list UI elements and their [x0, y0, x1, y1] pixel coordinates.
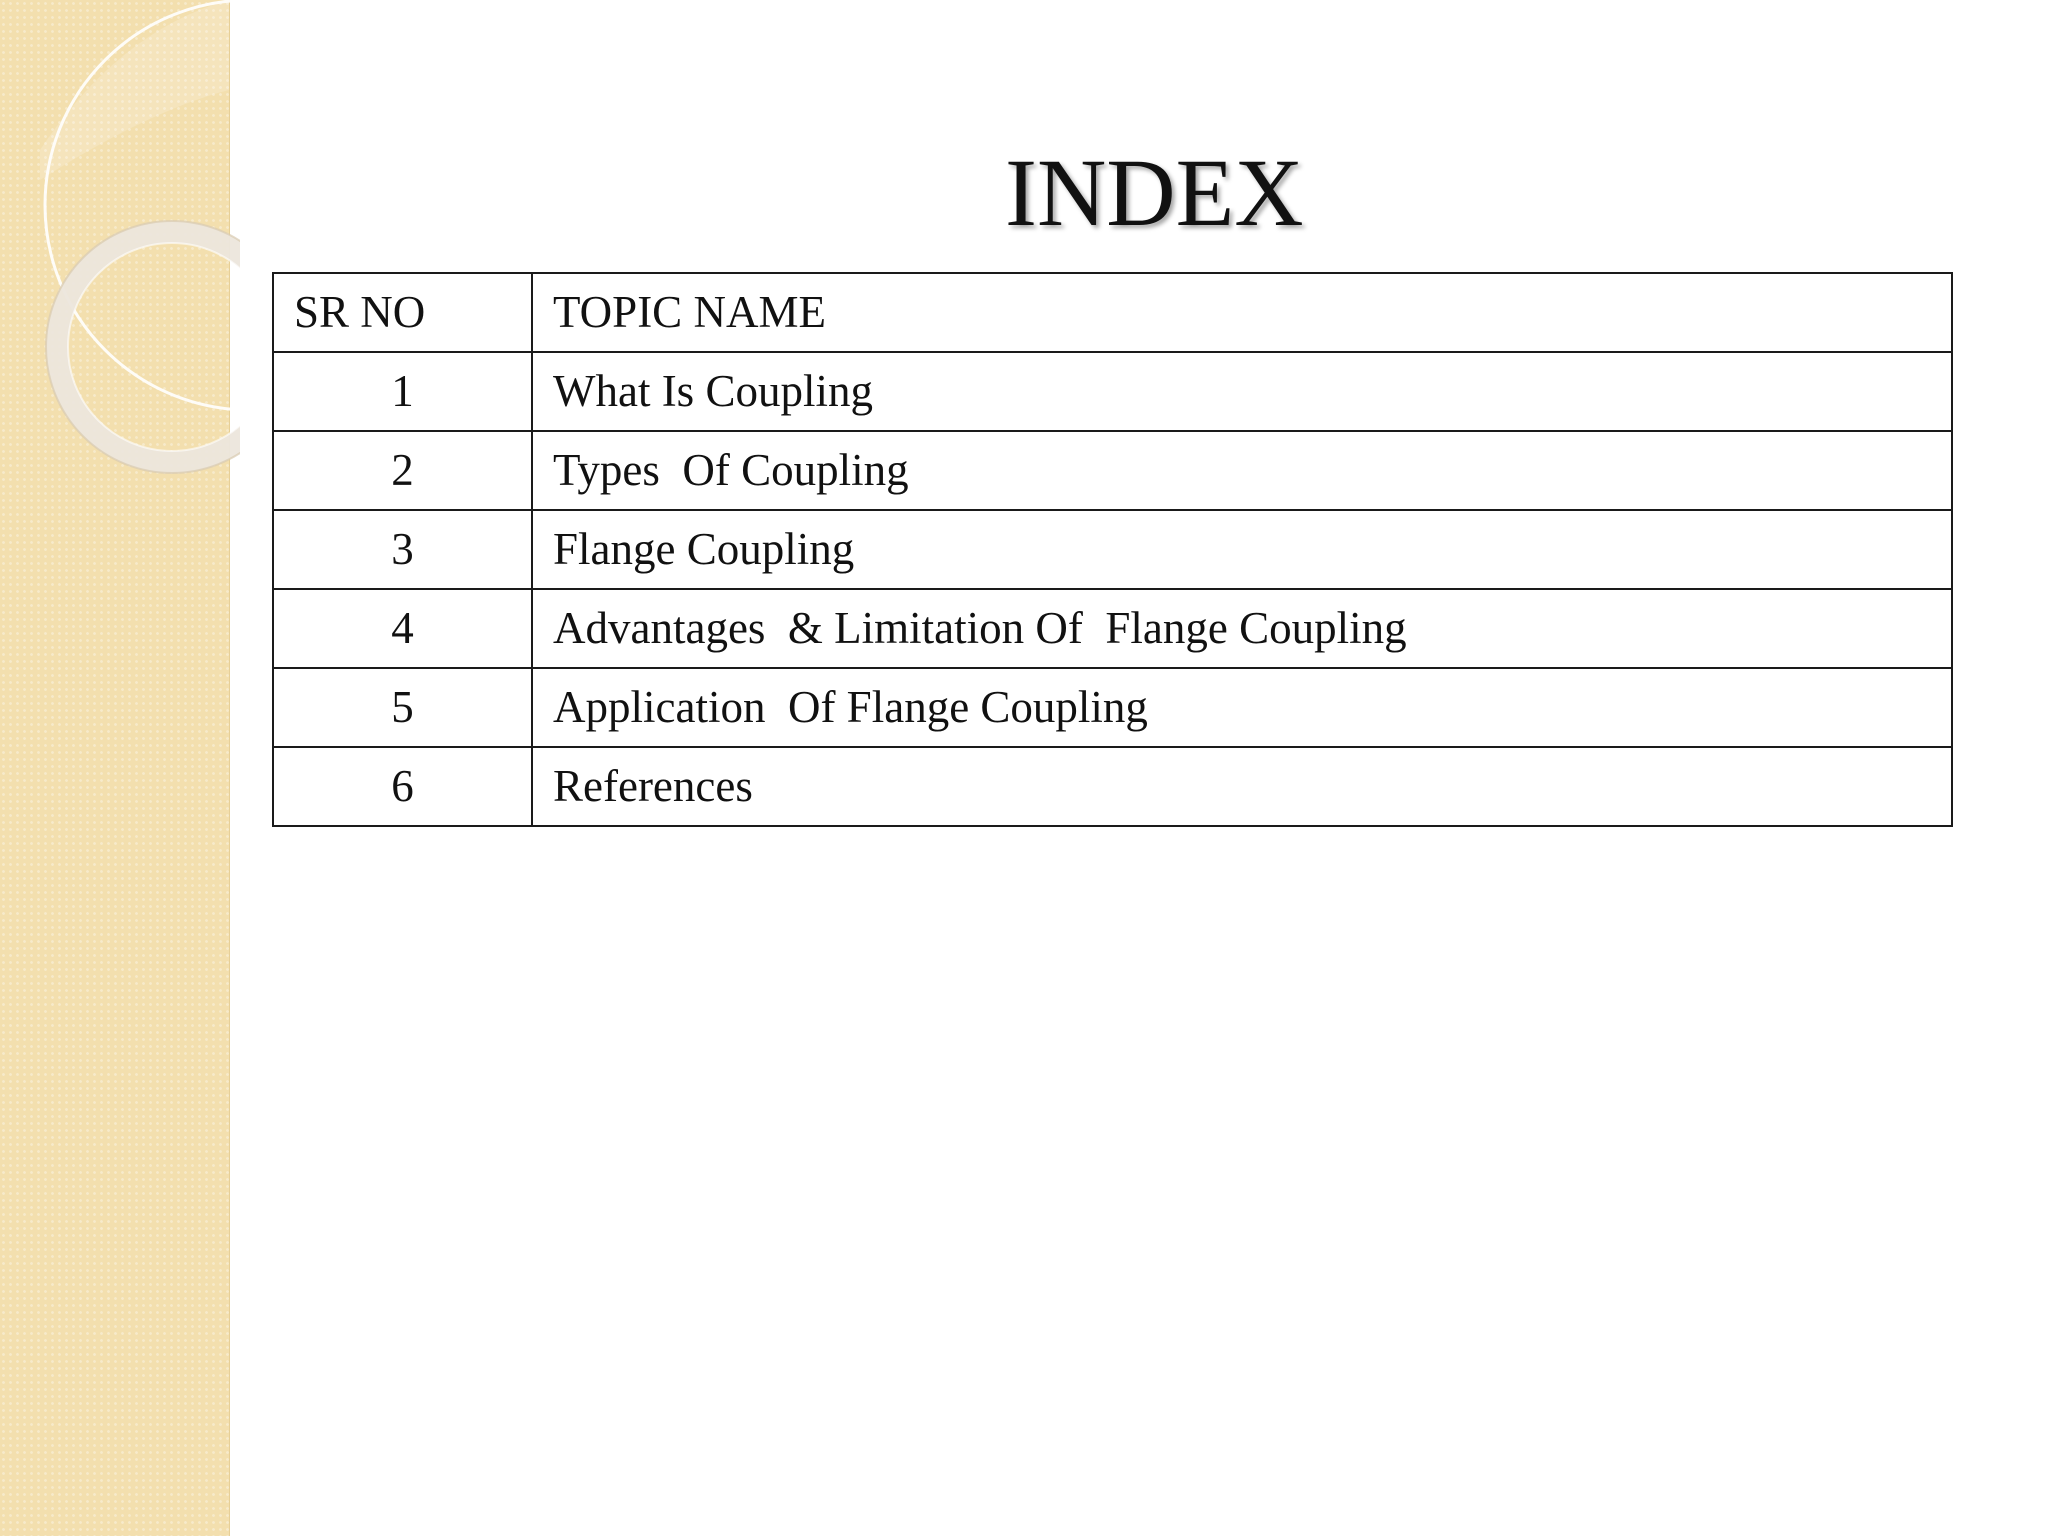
table-row: [273, 668, 1952, 747]
table-row: [273, 510, 1952, 589]
row-number: 6: [273, 747, 532, 826]
index-table: [272, 272, 1953, 827]
row-topic: Advantages & Limitation Of Flange Coupling: [532, 589, 1952, 668]
table-row: [273, 747, 1952, 826]
row-number: 4: [273, 589, 532, 668]
table-row: [273, 431, 1952, 510]
row-number: 5: [273, 668, 532, 747]
row-topic: References: [532, 747, 1952, 826]
decorative-side-band: [0, 0, 230, 1536]
row-topic: Types Of Coupling: [532, 431, 1952, 510]
row-topic: Application Of Flange Coupling: [532, 668, 1952, 747]
table-row: [273, 352, 1952, 431]
row-topic: What Is Coupling: [532, 352, 1952, 431]
row-number: 3: [273, 510, 532, 589]
row-number: 1: [273, 352, 532, 431]
header-topic-name: TOPIC NAME: [532, 273, 1952, 352]
row-topic: Flange Coupling: [532, 510, 1952, 589]
table-row: [273, 589, 1952, 668]
slide-title: INDEX: [1005, 139, 1304, 246]
header-sr-no: SR NO: [273, 273, 532, 352]
title-container: [229, 138, 2048, 248]
row-number: 2: [273, 431, 532, 510]
table-header-row: [273, 273, 1952, 352]
